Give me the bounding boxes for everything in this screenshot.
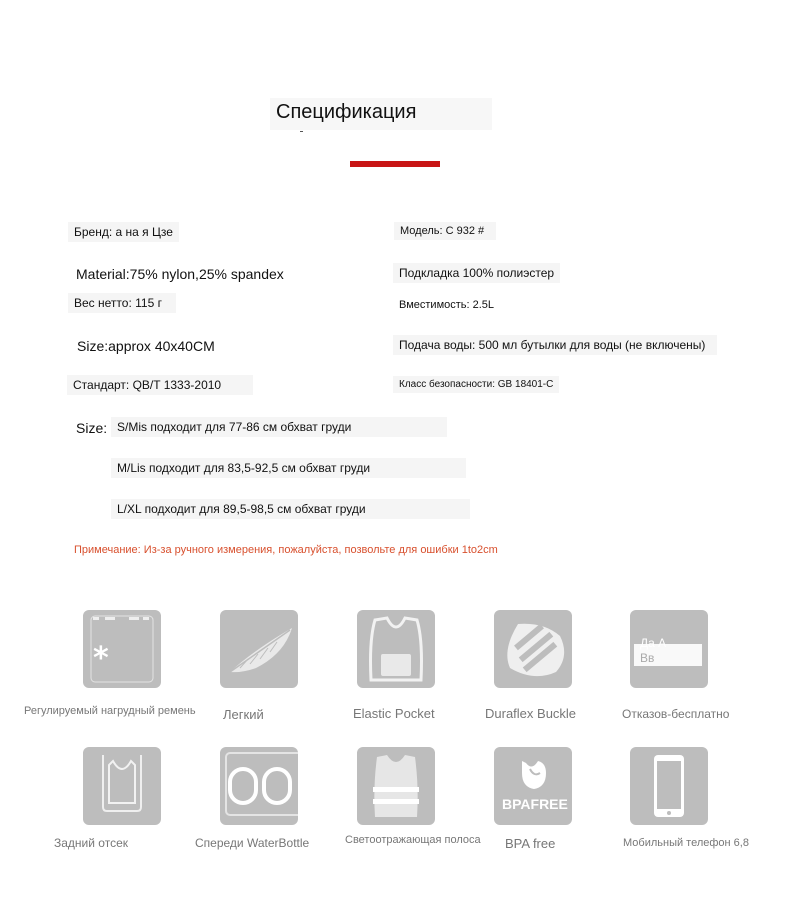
feature-label-reflective: Светоотражающая полоса bbox=[345, 834, 481, 846]
anti-bounce-tile-text-1: Да А bbox=[640, 636, 667, 650]
feather-icon bbox=[220, 610, 298, 688]
spec-lining: Подкладка 100% полиэстер bbox=[393, 263, 560, 283]
spec-weight: Вес нетто: 115 г bbox=[68, 293, 176, 313]
size-row-m: M/Lis подходит для 83,5-92,5 см обхват груди bbox=[111, 458, 466, 478]
feature-label-front-bottle: Спереди WaterBottle bbox=[195, 836, 310, 850]
spec-capacity: Вместимость: 2.5L bbox=[399, 299, 495, 311]
reflective-vest-icon bbox=[357, 747, 435, 825]
feature-label-chest-strap: Регулируемый нагрудный ремень bbox=[24, 705, 196, 717]
spec-standard: Стандарт: QB/T 1333-2010 bbox=[67, 375, 253, 395]
bpa-free-icon bbox=[494, 747, 572, 825]
size-row-l: L/XL подходит для 89,5-98,5 см обхват груди bbox=[111, 499, 470, 519]
spec-brand: Бренд: а на я Цзе bbox=[68, 222, 179, 242]
spec-model: Модель: С 932 # bbox=[394, 222, 496, 240]
front-bottle-icon bbox=[220, 747, 298, 825]
spec-size-approx: Size:approx 40x40CM bbox=[77, 338, 215, 354]
measurement-note: Примечание: Из-за ручного измерения, пожалуйста, позвольте для ошибки 1to2cm bbox=[74, 544, 498, 556]
size-row-s: S/Mis подходит для 77-86 см обхват груди bbox=[111, 417, 447, 437]
feature-label-mobile-phone: Мобильный телефон 6,8 bbox=[623, 837, 749, 849]
bpa-free-tile-text: BPAFREE bbox=[502, 796, 568, 812]
svg-text:*: * bbox=[93, 641, 109, 676]
feature-label-elastic-pocket: Elastic Pocket bbox=[353, 706, 435, 721]
spec-water: Подача воды: 500 мл бутылки для воды (не включены) bbox=[393, 335, 717, 355]
feature-label-light: Легкий bbox=[223, 707, 264, 722]
title-underline bbox=[350, 161, 440, 167]
back-compartment-icon bbox=[83, 747, 161, 825]
chest-strap-icon bbox=[83, 610, 161, 688]
page-title: Спецификация bbox=[276, 101, 417, 123]
anti-bounce-tile-text-2: Вв bbox=[640, 651, 655, 665]
feature-label-bpa-free: BPA free bbox=[505, 836, 556, 851]
feature-label-back-compartment: Задний отсек bbox=[54, 836, 128, 850]
spec-safety: Класс безопасности: GB 18401-C bbox=[393, 376, 559, 393]
mobile-phone-icon bbox=[630, 747, 708, 825]
feature-label-anti-bounce: Отказов-бесплатно bbox=[622, 707, 730, 721]
anti-bounce-icon bbox=[630, 610, 708, 688]
buckle-icon bbox=[494, 610, 572, 688]
title-mark bbox=[300, 131, 303, 132]
feature-label-buckle: Duraflex Buckle bbox=[485, 706, 577, 721]
size-label: Size: bbox=[76, 420, 108, 436]
spec-material: Material:75% nylon,25% spandex bbox=[76, 266, 284, 282]
vest-pocket-icon bbox=[357, 610, 435, 688]
